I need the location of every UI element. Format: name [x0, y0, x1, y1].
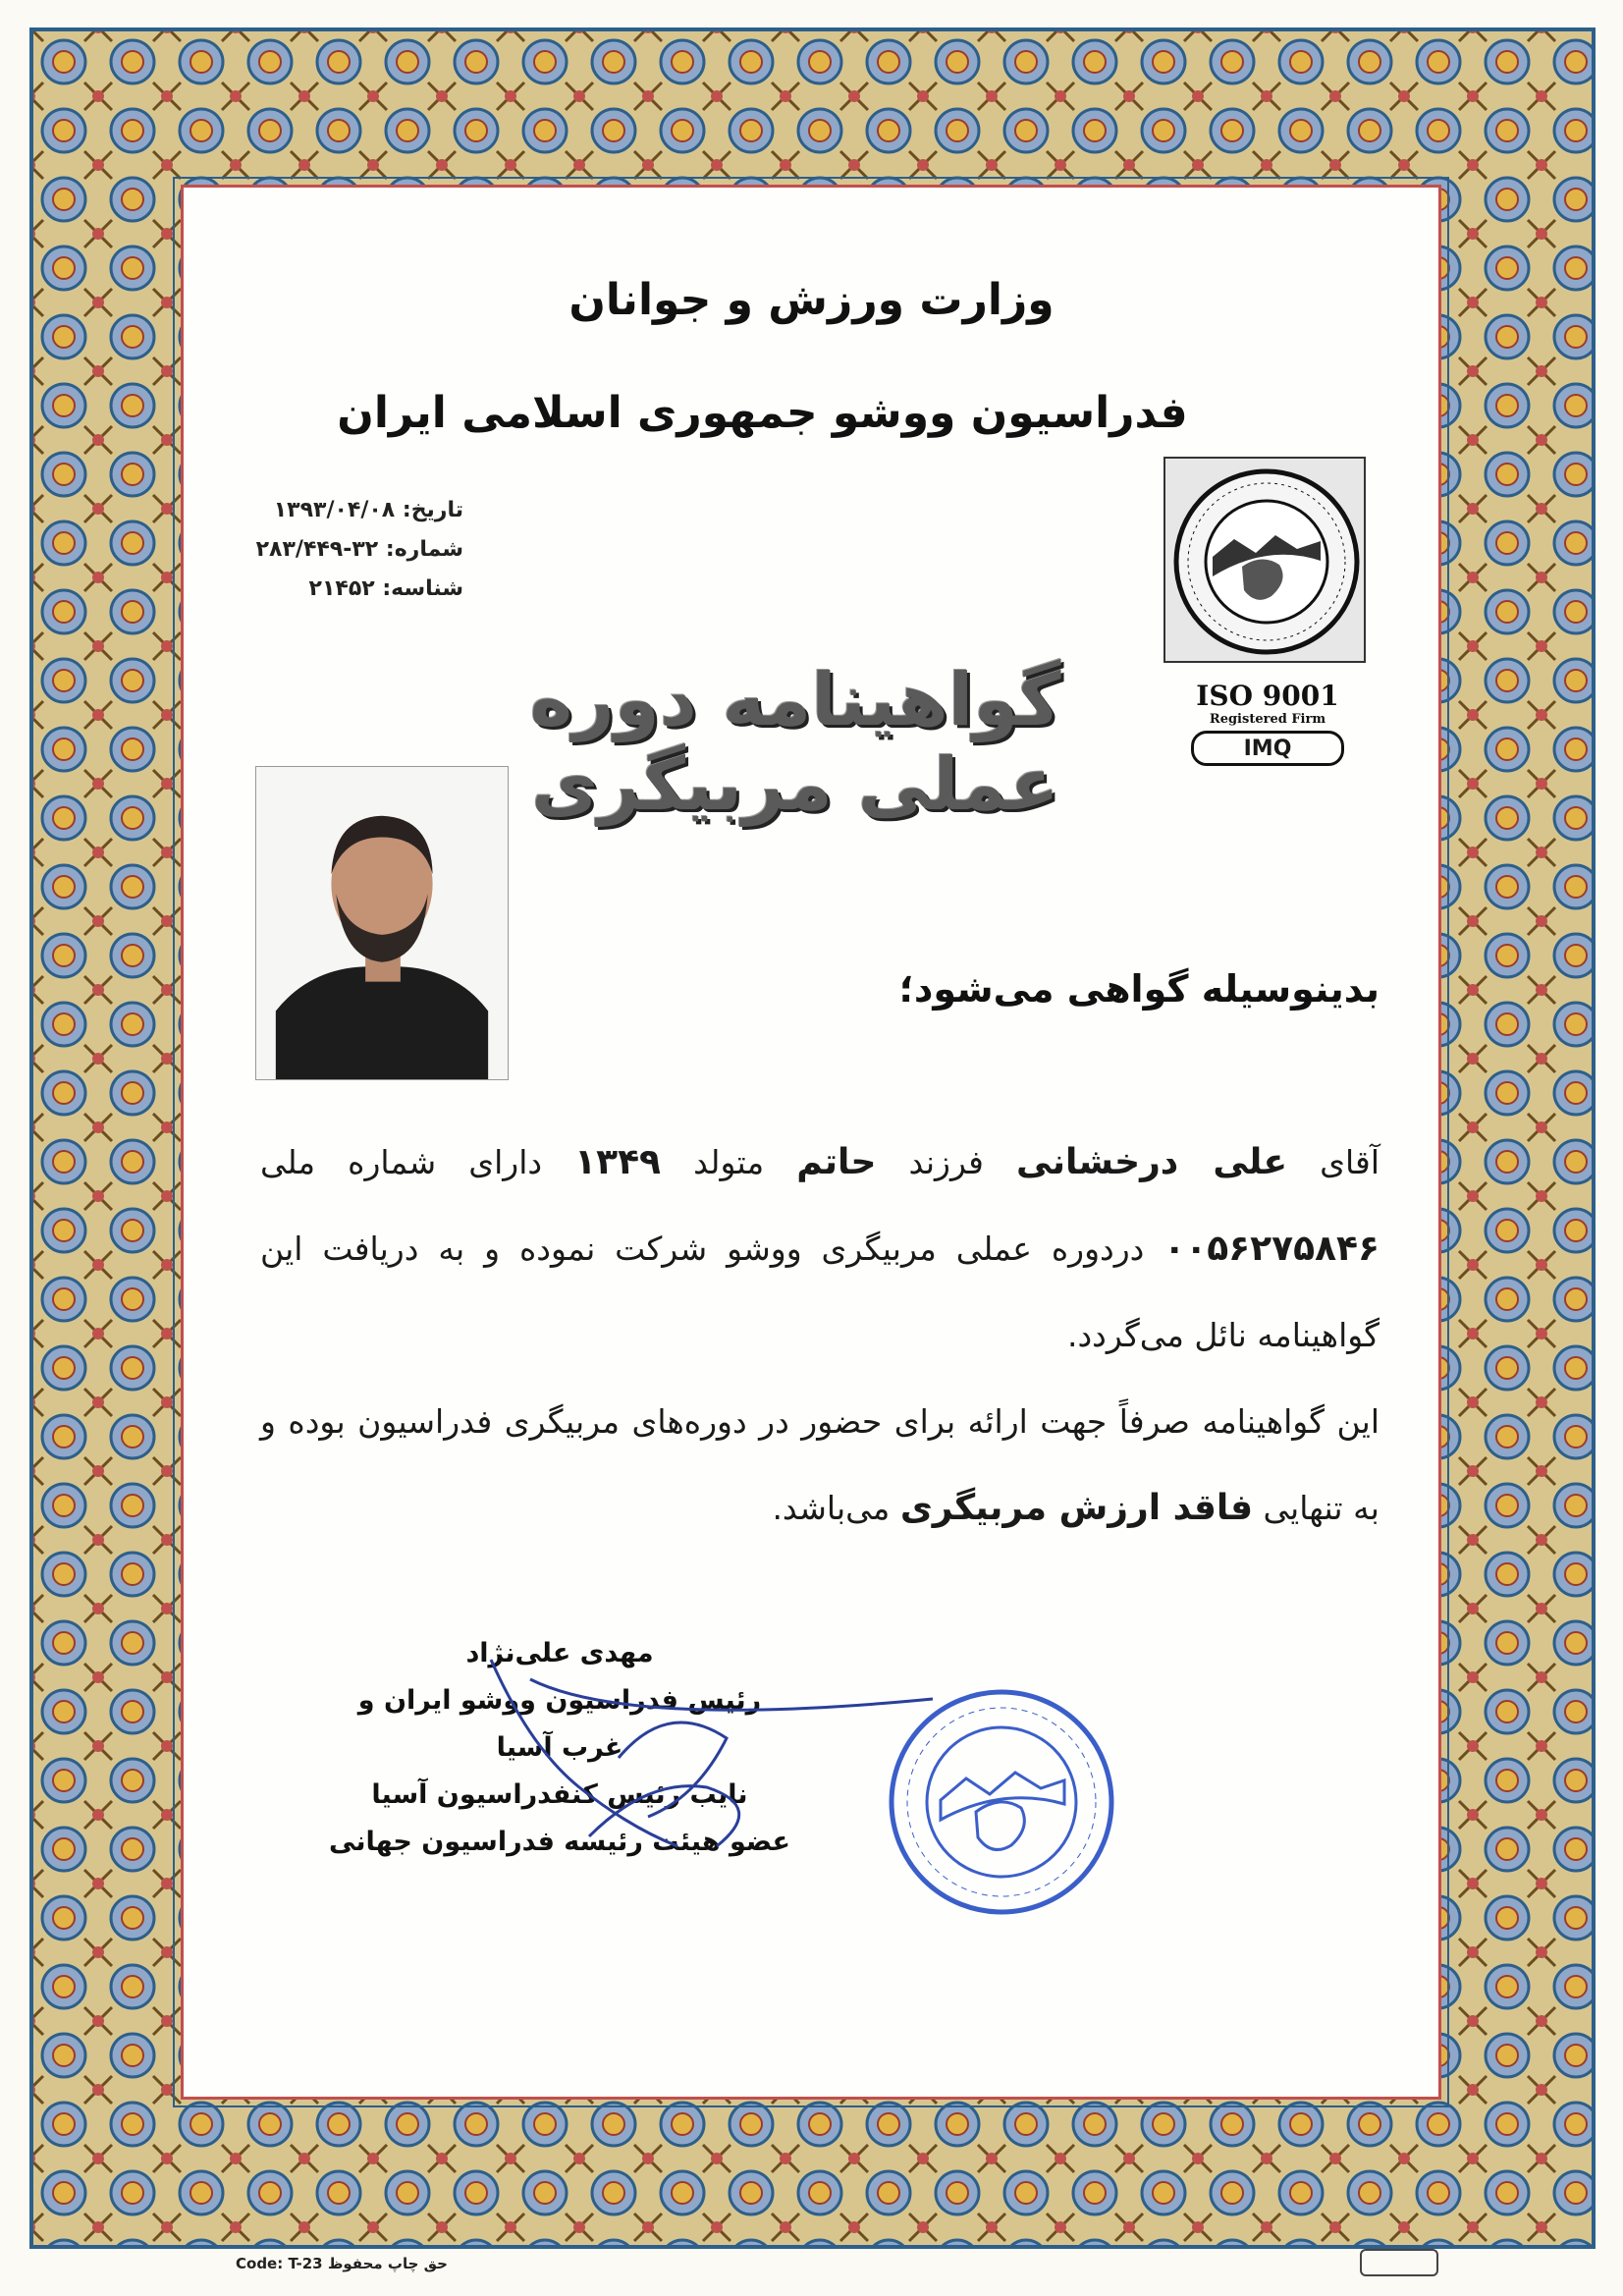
birth-year: ۱۳۴۹: [574, 1142, 662, 1182]
copyright-note: حق چاپ محفوظ: [327, 2255, 448, 2272]
federation-logo: [1163, 457, 1366, 663]
signature-image: [471, 1640, 943, 1866]
body-text-g: می‌باشد.: [772, 1489, 900, 1527]
id-field: شناسه: ۲۱۴۵۲: [308, 576, 463, 601]
body-text-f: این گواهینامه صرفاً جهت ارائه برای حضور در دوره‌های مربیگری فدراسیون بوده و به تنهایی: [260, 1402, 1380, 1527]
reference-block: [228, 491, 463, 609]
body-text-a: آقای: [1287, 1143, 1380, 1181]
official-seal: [884, 1684, 1119, 1920]
form-code: Code: T-23: [236, 2255, 323, 2272]
certifies-statement: بدینوسیله گواهی می‌شود؛: [898, 967, 1380, 1011]
body-text-d: دارای شماره ملی: [260, 1143, 575, 1181]
certificate-title: گواهینامه دوره عملی مربیگری: [529, 658, 1061, 827]
iso-certification: [1174, 680, 1361, 766]
father-name: حاتم: [796, 1142, 877, 1182]
signer-title-3: عضو هیئت رئیسه فدراسیون جهانی: [329, 1827, 790, 1857]
signer-title-1: رئیس فدراسیون ووشو ایران و غرب آسیا: [357, 1685, 762, 1763]
portrait-image: [256, 767, 508, 1079]
ministry-heading: وزارت ورزش و جوانان: [568, 275, 1055, 325]
number-field: شماره: ۳۲-۲۸۳/۴۴۹: [255, 537, 463, 562]
national-id: ۰۰۵۶۲۷۵۸۴۶: [1163, 1229, 1380, 1269]
body-text-b: فرزند: [876, 1143, 1017, 1181]
logo-emblem-icon: [1165, 459, 1368, 665]
no-coaching-value: فاقد ارزش مربیگری: [899, 1488, 1254, 1528]
certificate-body: [260, 1120, 1380, 1552]
iso-title: ISO 9001: [1196, 680, 1339, 712]
holder-photo: [255, 766, 509, 1080]
signer-title-2: نایب رئیس کنفدراسیون آسیا: [371, 1779, 748, 1810]
iso-subtitle: Registered Firm: [1209, 712, 1326, 727]
federation-heading: فدراسیون ووشو جمهوری اسلامی ایران: [337, 388, 1188, 438]
holder-name: علی درخشانی: [1016, 1142, 1288, 1182]
printer-logo: [1360, 2249, 1438, 2276]
signer-name: مهدی علی‌نژاد: [465, 1638, 654, 1668]
body-text-c: متولد: [661, 1143, 797, 1181]
date-field: تاریخ: ۱۳۹۳/۰۴/۰۸: [273, 498, 463, 522]
imq-label: IMQ: [1243, 736, 1292, 761]
footer-code: [236, 2255, 530, 2272]
body-text-e: دردوره عملی مربیگری ووشو شرکت نموده و به دریافت این گواهینامه نائل می‌گردد.: [260, 1230, 1380, 1354]
imq-badge: [1191, 731, 1344, 766]
